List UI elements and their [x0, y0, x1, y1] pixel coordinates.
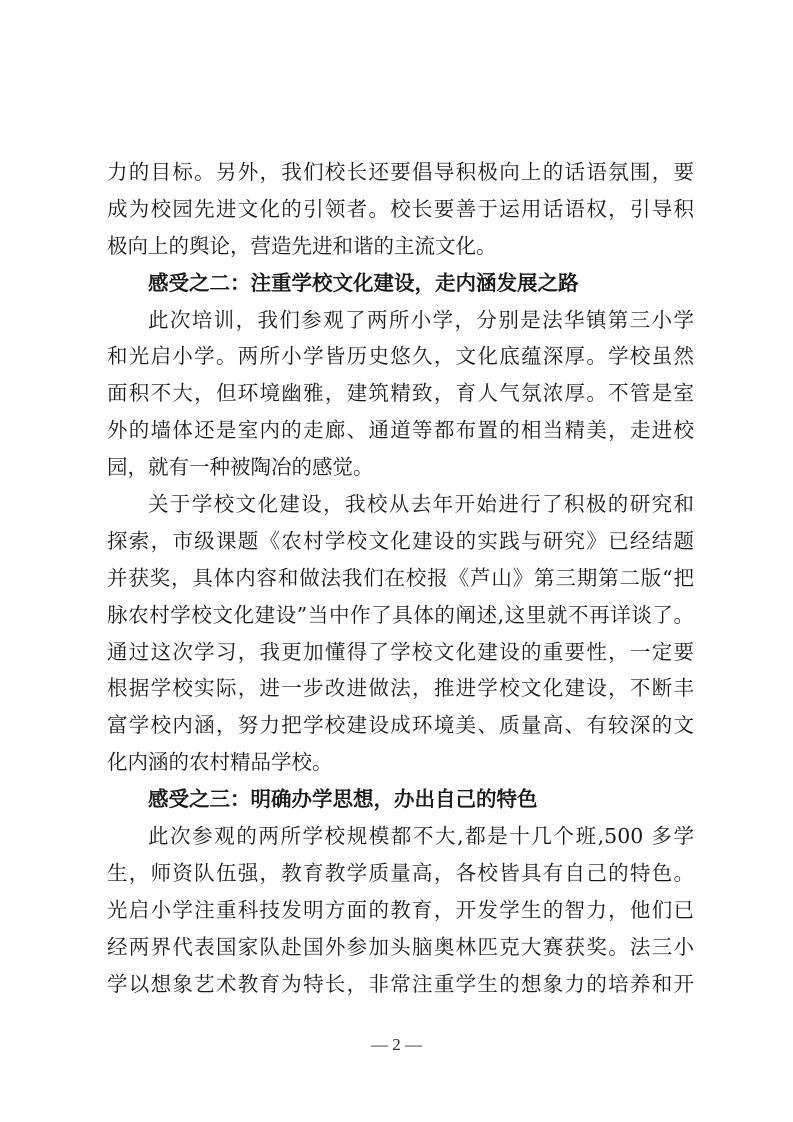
text-line: 关于学校文化建设，我校从去年开始进行了积极的研究和	[148, 492, 694, 517]
text-line: 生，师资队伍强，教育教学质量高，各校皆具有自己的特色。	[107, 860, 694, 885]
text-line: 园，就有一种被陶冶的感觉。	[107, 455, 374, 480]
text-line: 和光启小学。两所小学皆历史悠久，文化底蕴深厚。学校虽然	[107, 344, 694, 369]
paragraph	[107, 486, 694, 781]
document-body	[107, 154, 694, 1002]
text-line: 探索，市级课题《农村学校文化建设的实践与研究》已经结题	[107, 528, 694, 553]
text-line: 化内涵的农村精品学校。	[107, 750, 333, 775]
text-line: 经两界代表国家队赴国外参加头脑奥林匹克大赛获奖。法三小	[107, 934, 694, 959]
paragraph	[107, 302, 694, 486]
text-line: 根据学校实际，进一步改进做法，推进学校文化建设，不断丰	[107, 676, 694, 701]
text-line: 学以想象艺术教育为特长，非常注重学生的想象力的培养和开	[107, 971, 694, 996]
text-line: 光启小学注重科技发明方面的教育，开发学生的智力，他们已	[107, 897, 694, 922]
text-line: 并获奖，具体内容和做法我们在校报《芦山》第三期第二版“把	[107, 565, 694, 590]
text-line: 脉农村学校文化建设”当中作了具体的阐述,这里就不再详谈了。	[107, 602, 694, 627]
text-line: 外的墙体还是室内的走廊、通道等都布置的相当精美，走进校	[107, 418, 694, 443]
text-line: 力的目标。另外，我们校长还要倡导积极向上的话语氛围，要	[107, 160, 694, 184]
text-line: 成为校园先进文化的引领者。校长要善于运用话语权，引导积	[107, 196, 694, 221]
paragraph	[107, 154, 694, 265]
text-line: 此次参观的两所学校规模都不大,都是十几个班,500 多学	[148, 824, 694, 849]
text-line: 极向上的舆论，营造先进和谐的主流文化。	[107, 233, 497, 258]
paragraph	[107, 818, 694, 1002]
section-heading: 感受之三：明确办学思想，办出自己的特色	[148, 787, 538, 812]
text-line: 此次培训，我们参观了两所小学，分别是法华镇第三小学	[148, 307, 694, 332]
text-line: 面积不大，但环境幽雅，建筑精致，育人气氛浓厚。不管是室	[107, 381, 694, 406]
text-line: 通过这次学习，我更加懂得了学校文化建设的重要性，一定要	[107, 639, 694, 664]
text-line: 富学校内涵，努力把学校建设成环境美、质量高、有较深的文	[107, 713, 694, 738]
section-heading: 感受之二：注重学校文化建设，走内涵发展之路	[148, 270, 579, 295]
page-number: — 2 —	[371, 1035, 422, 1054]
